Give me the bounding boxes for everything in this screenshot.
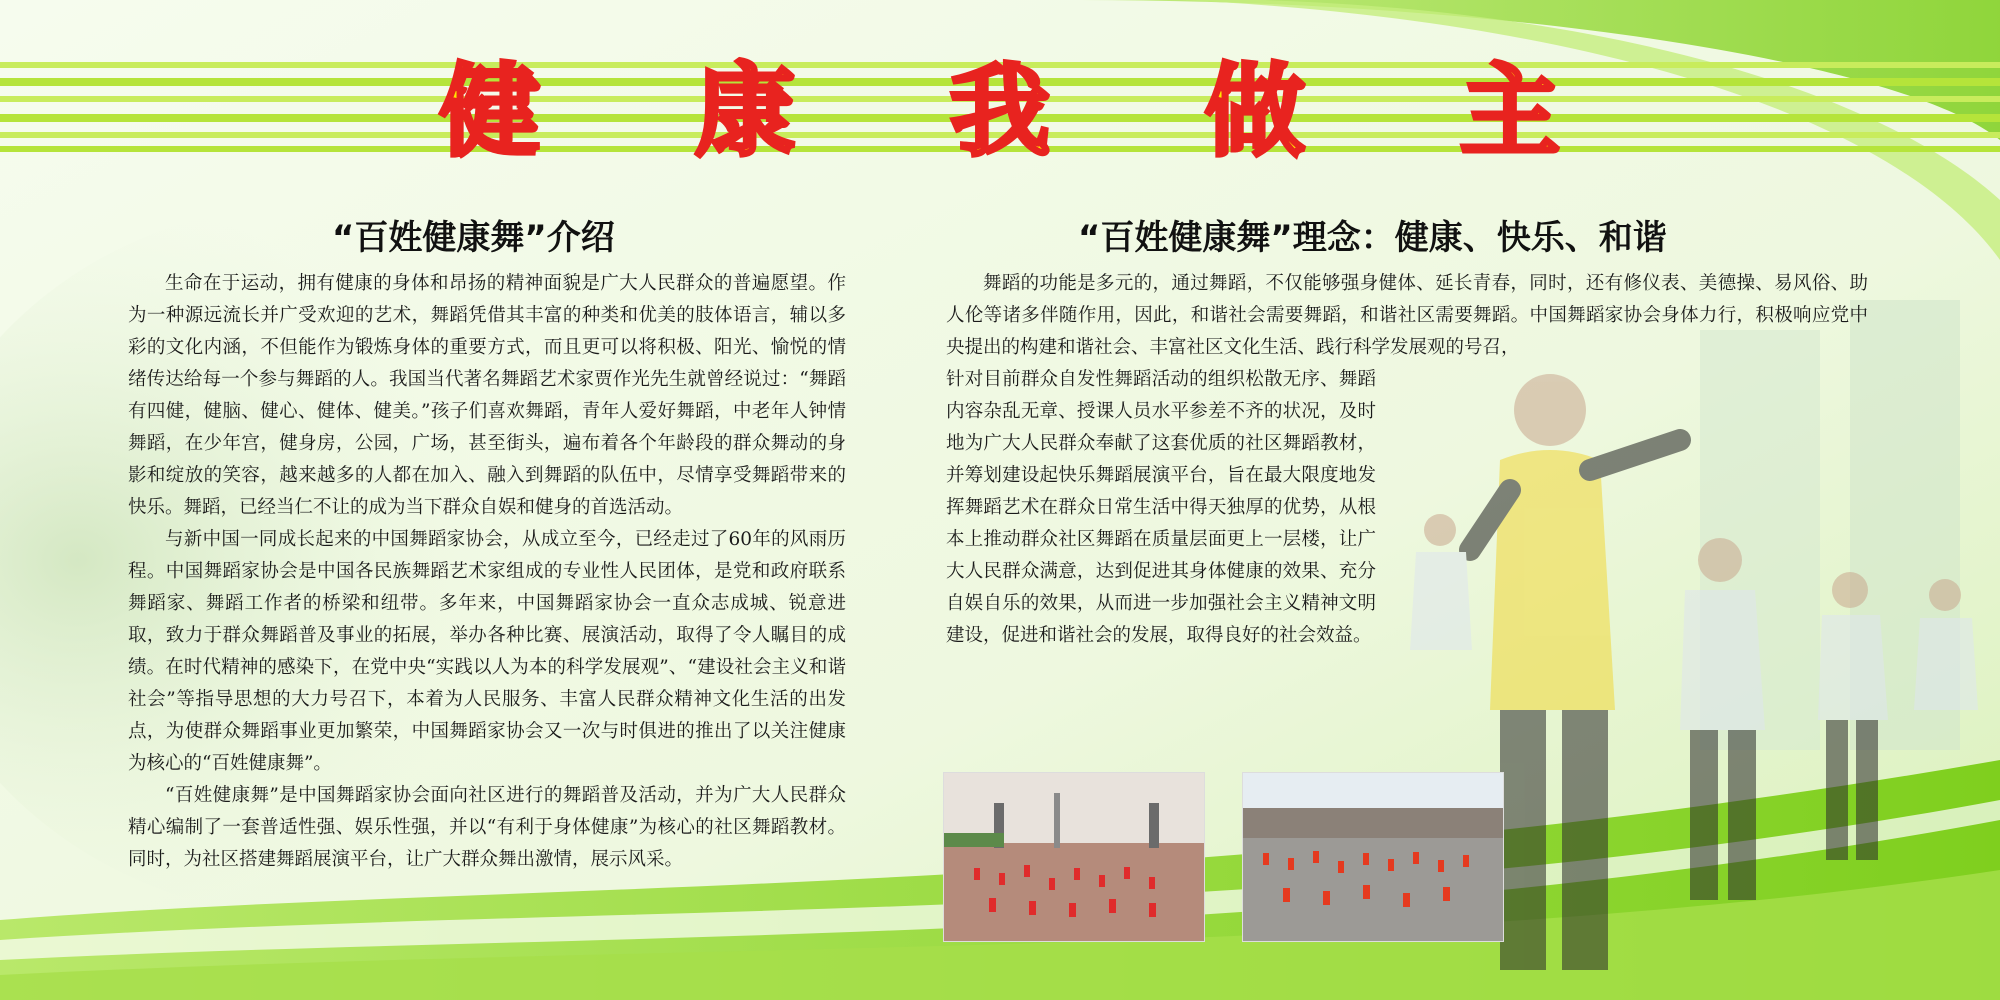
right-heading: “百姓健康舞”理念：健康、快乐、和谐 bbox=[1078, 218, 1667, 258]
title-char: 康 bbox=[695, 53, 795, 170]
program-paragraph: “百姓健康舞”是中国舞蹈家协会面向社区进行的舞蹈普及活动，并为广大人民群众精心编制了一套普适性强、娱乐性强，并以“有利于身体健康”为核心的社区舞蹈教材。同时，为社区搭建舞蹈展演平台，让广大群众舞出激情，展示风采。 bbox=[128, 785, 846, 870]
title-char: 我 bbox=[950, 53, 1050, 170]
main-title bbox=[440, 52, 1560, 172]
association-paragraph: 与新中国一同成长起来的中国舞蹈家协会，从成立至今，已经走过了60年的风雨历程。中国舞蹈家协会是中国各民族舞蹈艺术家组成的专业性人民团体，是党和政府联系舞蹈家、舞蹈工作者的桥梁和纽带。多年来，中国舞蹈家协会一直众志成城、锐意进取，致力于群众舞蹈普及事业的拓展，举办各种比赛、展演活动，取得了令人瞩目的成绩。在时代精神的感染下，在党中央“实践以人为本的科学发展观”、“建设社会主义和谐社会”等指导思想的大力号召下，本着为人民服务、丰富人民群众精神文化生活的出发点，为使群众舞蹈事业更加繁荣，中国舞蹈家协会又一次与时俱进的推出了以关注健康为核心的“百姓健康舞”。 bbox=[128, 529, 846, 774]
right-column-narrow bbox=[946, 364, 1376, 652]
plaza-dance-photo bbox=[943, 772, 1205, 942]
intro-paragraph: 生命在于运动，拥有健康的身体和昂扬的精神面貌是广大人民群众的普遍愿望。作为一种源远流长并广受欢迎的艺术，舞蹈凭借其丰富的种类和优美的肢体语言，辅以多彩的文化内涵，不但能作为锻炼身体的重要方式，而且更可以将积极、阳光、愉悦的情绪传达给每一个参与舞蹈的人。我国当代著名舞蹈艺术家贾作光先生就曾经说过：“舞蹈有四健，健脑、健心、健体、健美。”孩子们喜欢舞蹈，青年人爱好舞蹈，中老年人钟情舞蹈，在少年宫，健身房，公园，广场，甚至街头，遍布着各个年龄段的群众舞动的身影和绽放的笑容，越来越多的人都在加入、融入到舞蹈的队伍中，尽情享受舞蹈带来的快乐。舞蹈，已经当仁不让的成为当下群众自娱和健身的首选活动。 bbox=[128, 273, 846, 518]
left-heading: “百姓健康舞”介绍 bbox=[332, 218, 615, 258]
concept-paragraph: 舞蹈的功能是多元的，通过舞蹈，不仅能够强身健体、延长青春，同时，还有修仪表、美德操、易风俗、助人伦等诸多伴随作用，因此，和谐社会需要舞蹈，和谐社区需要舞蹈。中国舞蹈家协会身体力行，积极响应党中央提出的构建和谐社会、丰富社区文化生活、践行科学发展观的号召， bbox=[946, 273, 1868, 358]
courtyard-dance-photo bbox=[1242, 772, 1504, 942]
title-char: 主 bbox=[1460, 53, 1560, 170]
title-char: 健 bbox=[440, 53, 540, 170]
left-column bbox=[128, 268, 846, 876]
right-column-top bbox=[946, 268, 1868, 364]
title-char: 做 bbox=[1205, 53, 1305, 170]
concept-paragraph-continued: 针对目前群众自发性舞蹈活动的组织松散无序、舞蹈内容杂乱无章、授课人员水平参差不齐的状况，及时地为广大人民群众奉献了这套优质的社区舞蹈教材，并筹划建设起快乐舞蹈展演平台，旨在最大限度地发挥舞蹈艺术在群众日常生活中得天独厚的优势，从根本上推动群众社区舞蹈在质量层面更上一层楼，让广大人民群众满意，达到促进其身体健康的效果、充分自娱自乐的效果，从而进一步加强社会主义精神文明建设，促进和谐社会的发展，取得良好的社会效益。 bbox=[946, 369, 1376, 646]
